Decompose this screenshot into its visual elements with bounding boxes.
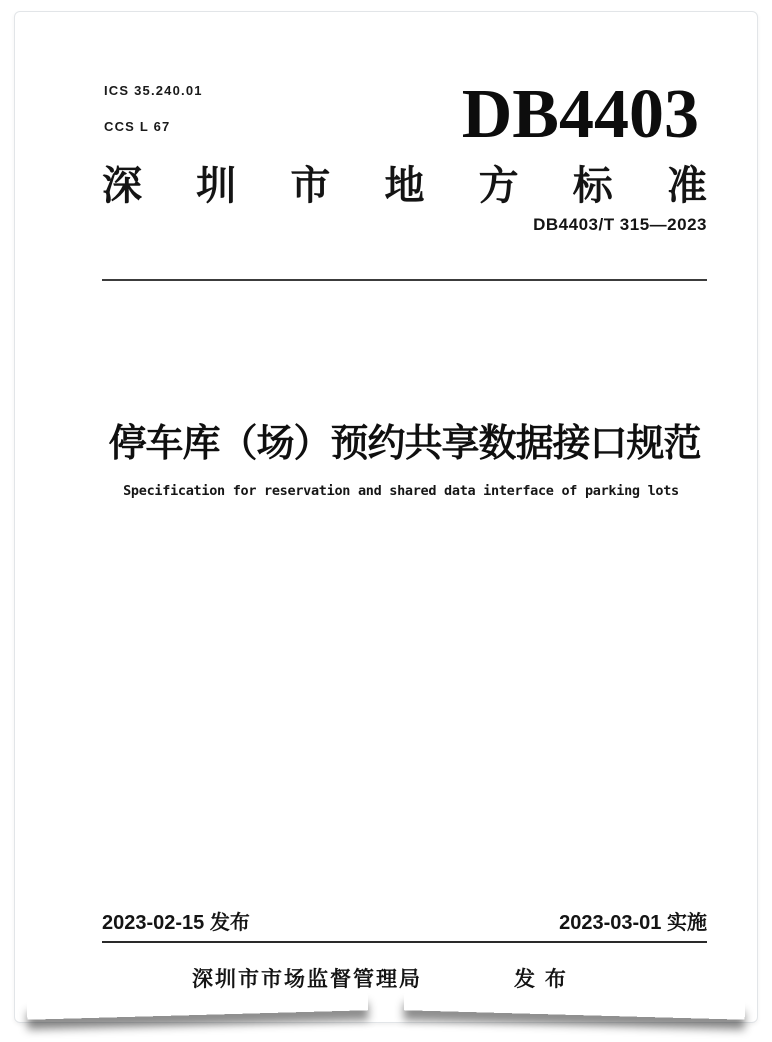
standard-name-char: 地 — [384, 164, 425, 208]
classification-codes — [104, 64, 203, 154]
implementation-date: 2023-03-01 实施 — [559, 912, 707, 934]
standard-name-char: 市 — [290, 164, 331, 208]
standard-number: DB4403/T 315—2023 — [533, 215, 707, 234]
standard-name-char: 深 — [102, 164, 142, 208]
standard-name-char: 标 — [572, 164, 613, 208]
standard-name-char: 方 — [478, 164, 519, 208]
header-divider — [102, 279, 707, 281]
document-title-zh: 停车库（场）预约共享数据接口规范 — [108, 423, 701, 465]
standard-name-char: 准 — [666, 164, 707, 208]
publish-label: 发 布 — [514, 968, 568, 991]
db-code-logo: DB4403 — [461, 76, 699, 153]
dates-row — [102, 906, 707, 943]
standard-name-char: 圳 — [196, 164, 237, 208]
standard-cover-page — [14, 11, 758, 1023]
publisher-row — [102, 963, 707, 993]
issue-date: 2023-02-15 发布 — [102, 912, 250, 934]
ics-code: ICS 35.240.01 — [104, 83, 203, 98]
document-title-en: Specification for reservation and shared data interface of parking lots — [123, 483, 679, 499]
ccs-code: CCS L 67 — [104, 119, 171, 134]
issuing-authority: 深圳市市场监督管理局 — [192, 968, 422, 991]
standard-name-justified — [102, 164, 707, 208]
